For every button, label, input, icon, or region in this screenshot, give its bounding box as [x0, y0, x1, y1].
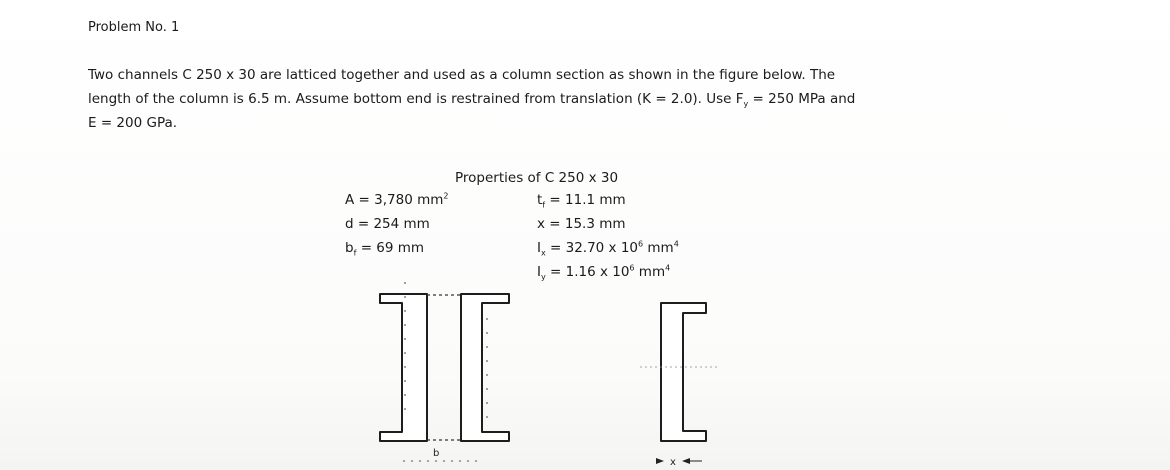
iy-unit: mm — [634, 264, 666, 280]
fy-subscript: y — [743, 99, 749, 109]
statement-line-3: E = 200 GPa. — [88, 115, 178, 131]
iy-unit-exponent: 4 — [665, 263, 671, 273]
x-arrow-left-icon — [682, 458, 690, 464]
ix-unit: mm — [643, 240, 674, 256]
tf-subscript: f — [542, 200, 546, 210]
x-arrow-right-icon — [656, 458, 664, 464]
fy-value: = 250 MPa and — [748, 91, 856, 107]
iy-label: I — [537, 264, 541, 280]
property-depth: d = 254 mm — [345, 216, 430, 232]
area-superscript: 2 — [443, 191, 449, 201]
statement-line-1: Two channels C 250 x 30 are latticed together and used as a column section as shown in the figure below. The — [88, 67, 836, 83]
tf-value: = 11.1 mm — [545, 192, 626, 208]
bf-label: b — [345, 240, 354, 256]
x-dimension-label: x — [670, 457, 676, 468]
right-channel — [461, 294, 509, 441]
property-centroid-x: x = 15.3 mm — [537, 216, 626, 232]
area-label: A = 3,780 mm — [345, 192, 444, 208]
properties-title: Properties of C 250 x 30 — [455, 170, 619, 186]
left-channel — [380, 294, 427, 441]
spacing-label: b — [433, 448, 440, 459]
iy-value: = 1.16 x 10 — [545, 264, 630, 280]
ix-label: I — [537, 240, 541, 256]
iy-exponent: 6 — [629, 263, 635, 273]
ix-value: = 32.70 x 10 — [545, 240, 639, 256]
ix-subscript: x — [540, 248, 546, 258]
ix-exponent: 6 — [638, 239, 644, 249]
bf-value: = 69 mm — [356, 240, 425, 256]
bf-subscript: f — [353, 248, 357, 258]
single-channel — [661, 303, 706, 441]
iy-subscript: y — [540, 272, 546, 282]
tf-label: t — [537, 192, 543, 208]
statement-line-2-text: length of the column is 6.5 m. Assume bottom end is restrained from translation (K = 2.0). Use F — [88, 91, 744, 107]
ix-unit-exponent: 4 — [673, 239, 679, 249]
problem-title: Problem No. 1 — [88, 20, 180, 35]
